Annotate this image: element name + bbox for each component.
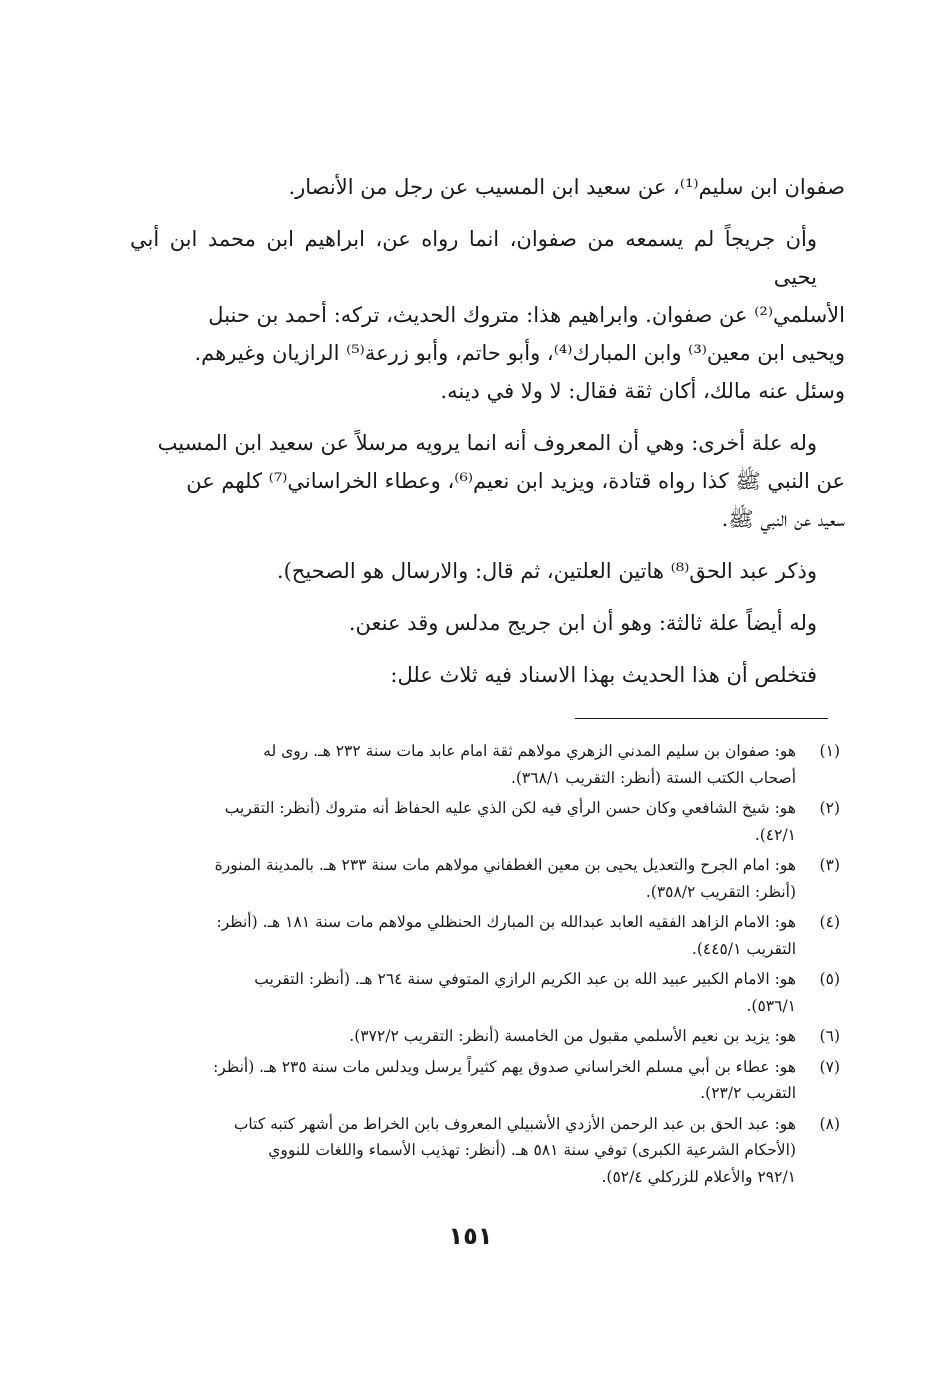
- paragraph-2: [130, 220, 845, 410]
- text-line: الأسلمي⁽²⁾ عن صفوان. وابراهيم هذا: متروك الحديث، تركه: أحمد بن حنبل: [208, 303, 845, 327]
- footnote-text: [135, 966, 796, 1019]
- footnote-line: (الأحكام الشرعية الكبرى) توفي سنة ٥٨١ هـ. (أنظر: تهذيب الأسماء واللغات للنووي: [268, 1141, 796, 1159]
- footnote-text: [135, 1023, 796, 1050]
- footnote-line: هو: امام الجرح والتعديل يحيى بن معين الغطفاني مولاهم مات سنة ٢٣٣ هـ. بالمدينة المنورة: [214, 856, 796, 874]
- text-line: وأن جريجاً لم يسمعه من صفوان، انما رواه عن، ابراهيم ابن محمد ابن أبي يحيى: [130, 227, 817, 289]
- footnote-line: (أنظر: التقريب ٣٥٨/٢).: [645, 882, 796, 901]
- paragraph-4: وذكر عبد الحق⁽⁸⁾ هاتين العلتين، ثم قال: والارسال هو الصحيح).: [276, 559, 817, 583]
- page-number: ١٥١: [448, 1222, 493, 1250]
- footnote-text: [135, 909, 796, 962]
- footnote-line: هو: شيخ الشافعي وكان حسن الرأي فيه لكن الذي عليه الحفاظ أنه متروك (أنظر: التقريب: [224, 799, 796, 817]
- footnote-line: ٥٣٦/١).: [746, 996, 796, 1015]
- footnote-text: [135, 1111, 796, 1191]
- footnote-4: [135, 909, 840, 962]
- footnote-number: (٨): [819, 1114, 840, 1133]
- text-line: صفوان ابن سليم⁽¹⁾، عن سعيد ابن المسيب عن رجل من الأنصار.: [288, 175, 845, 199]
- main-text: [130, 168, 845, 708]
- paragraph-6: فتخلص أن هذا الحديث بهذا الاسناد فيه ثلاث علل:: [390, 663, 817, 687]
- footnote-line: هو: صفوان بن سليم المدني الزهري مولاهم ثقة امام عابد مات سنة ٢٣٢ هـ. روى له: [263, 742, 796, 760]
- footnote-line: هو: عبد الحق بن عبد الرحمن الأزدي الأشبيلي المعروف بابن الخراط من أشهر كتبه كتاب: [233, 1114, 796, 1133]
- footnote-line: هو: الامام الزاهد الفقيه العابد عبدالله بن المبارك الحنظلي مولاهم مات سنة ١٨١ هـ. (أنظر:: [216, 913, 796, 931]
- footnote-line: التقريب ٢٣/٢).: [700, 1084, 796, 1102]
- footnote-line: ٢٩٢/١ والأعلام للزركلي ٥٢/٤).: [601, 1167, 796, 1186]
- footnote-line: التقريب ٤٤٥/١).: [691, 939, 796, 958]
- footnote-text: [135, 738, 796, 791]
- text-line: ويحيى ابن معين⁽³⁾ وابن المبارك⁽⁴⁾، وأبو حاتم، وأبو زرعة⁽⁵⁾ الرازيان وغيرهم.: [194, 341, 845, 365]
- footnote-number: (٤): [819, 913, 840, 931]
- footnote-number: (٢): [819, 799, 840, 817]
- footnote-text: [135, 795, 796, 848]
- text-line: وله علة أخرى: وهي أن المعروف أنه انما يرويه مرسلاً عن سعيد ابن المسيب: [157, 431, 817, 455]
- footnote-separator: [575, 718, 828, 719]
- footnote-text: [135, 852, 796, 905]
- paragraph-3: [130, 424, 845, 538]
- text-line: وسئل عنه مالك، أكان ثقة فقال: لا ولا في دينه.: [440, 379, 845, 403]
- footnote-line: أصحاب الكتب الستة (أنظر: التقريب ٣٦٨/١).: [510, 768, 796, 787]
- paragraph-1: [130, 168, 845, 206]
- footnotes: [135, 738, 840, 1194]
- footnote-number: (٦): [819, 1027, 840, 1045]
- footnote-6: [135, 1023, 840, 1050]
- footnote-number: (٧): [819, 1057, 840, 1076]
- footnote-8: [135, 1111, 840, 1191]
- footnote-7: [135, 1054, 840, 1107]
- footnote-5: [135, 966, 840, 1019]
- text-line: عن النبي ﷺ كذا رواه قتادة، ويزيد ابن نعيم⁽⁶⁾، وعطاء الخراساني⁽⁷⁾ كلهم عن: [186, 469, 845, 493]
- footnote-line: هو: يزيد بن نعيم الأسلمي مقبول من الخامسة (أنظر: التقريب ٣٧٢/٢).: [349, 1027, 796, 1045]
- footnote-line: ٤٢/١).: [754, 825, 796, 844]
- paragraph-5: وله أيضاً علة ثالثة: وهو أن ابن جريج مدلس وقد عنعن.: [348, 611, 817, 635]
- footnote-number: (٥): [819, 970, 840, 988]
- text-line: سعيد عن النبي ﷺ.: [721, 507, 845, 531]
- footnote-line: هو: عطاء بن أبي مسلم الخراساني صدوق يهم كثيراً يرسل ويدلس مات سنة ٢٣٥ هـ. (أنظر:: [213, 1057, 796, 1076]
- footnote-text: [135, 1054, 796, 1107]
- footnote-1: [135, 738, 840, 791]
- footnote-line: هو: الامام الكبير عبيد الله بن عبد الكريم الرازي المتوفي سنة ٢٦٤ هـ. (أنظر: التقريب: [254, 970, 796, 988]
- footnote-number: (٣): [819, 856, 840, 874]
- footnote-2: [135, 795, 840, 848]
- footnote-number: (١): [819, 742, 840, 760]
- footnote-3: [135, 852, 840, 905]
